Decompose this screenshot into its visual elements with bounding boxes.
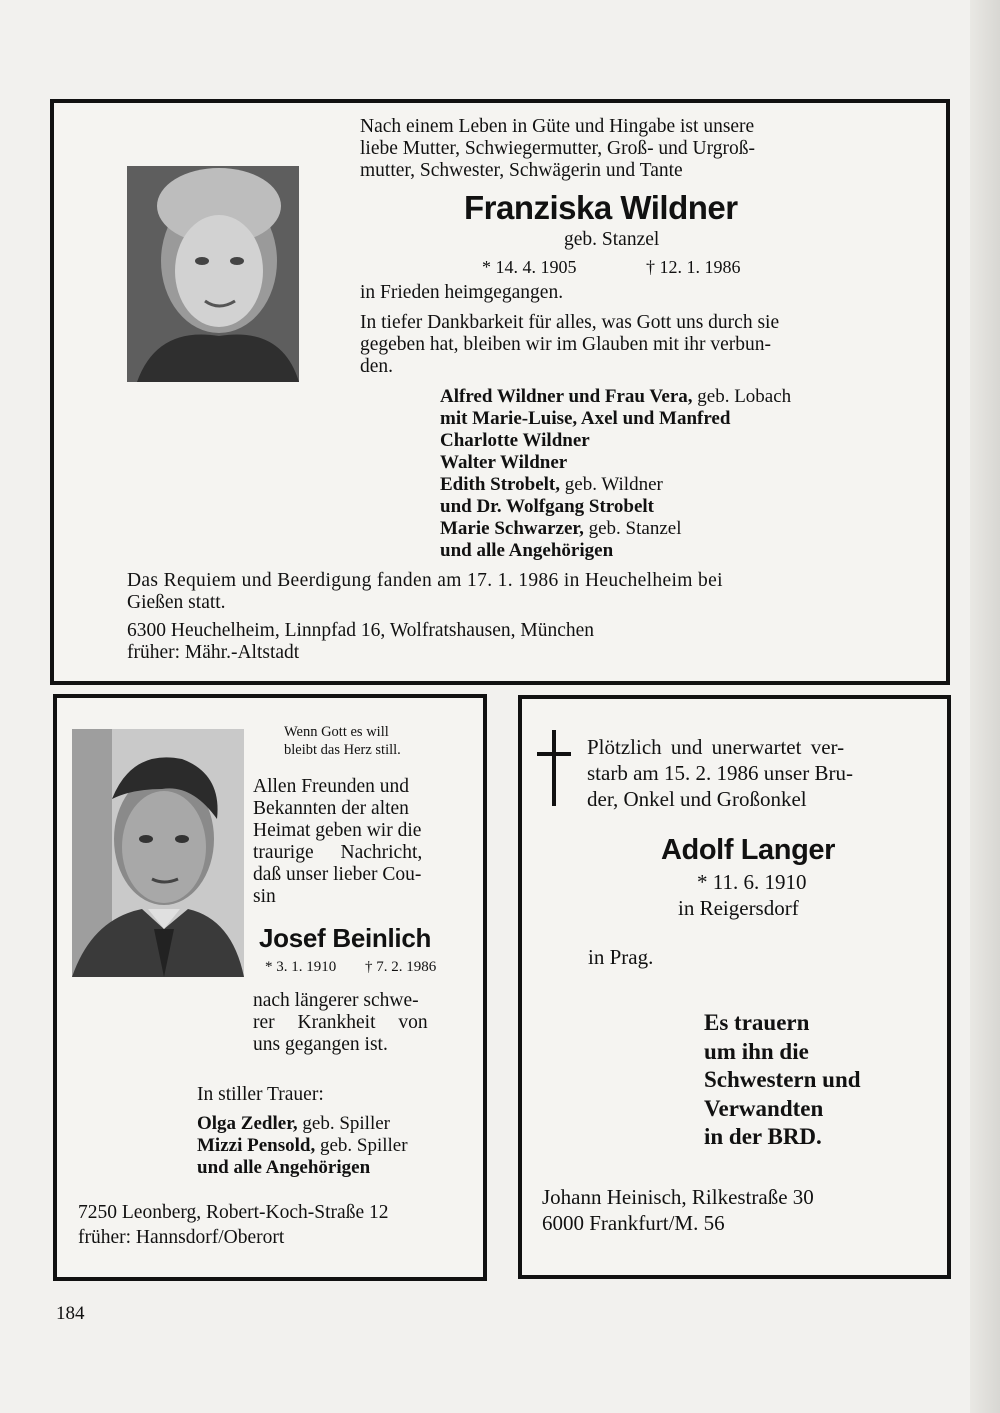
text-line: den. [360,356,394,377]
text-line: bleibt das Herz still. [284,742,401,758]
text-line: um ihn die [704,1038,809,1064]
mourner-name: Alfred Wildner und Frau Vera, [440,386,693,407]
text-line: Wenn Gott es will [284,724,389,740]
text-line: Heimat geben wir die [253,820,422,841]
mourner-name: Mizzi Pensold, [197,1135,316,1156]
mourner-line [440,474,791,496]
cross-vertical [552,730,556,806]
birth-date: * 11. 6. 1910 [697,870,807,894]
text-line: rer Krankheit von [253,1012,428,1033]
notice2-passed [253,990,460,1056]
mourner-name: und alle Angehörigen [440,540,614,561]
mourner-name: Edith Strobelt, [440,474,561,495]
text-line: liebe Mutter, Schwiegermutter, Groß- und Urgroß- [360,138,756,159]
text-line [253,776,460,798]
notice1-requiem [127,570,873,614]
text-line: traurige Nachricht, [253,842,423,863]
notice1-address [127,620,594,664]
cross-icon [535,730,575,808]
mourner-line [197,1135,408,1157]
page-edge [970,0,1000,1413]
text-line: Nach einem Leben in Güte und Hingabe ist unsere [360,116,755,137]
mourner-note: geb. Spiller [297,1113,390,1134]
text-line: starb am 15. 2. 1986 unser Bru- [587,761,853,785]
notice2-address [78,1200,388,1250]
text-line: Das Requiem und Beerdigung fanden am 17. 1. 1986 in Heuchelheim bei [127,570,723,591]
text-line: früher: Mähr.-Altstadt [127,642,300,663]
text-line: Johann Heinisch, Rilkestraße 30 [542,1185,814,1209]
birth-date: * 3. 1. 1910 [265,959,337,975]
mourner-line [440,408,791,430]
grief-label: In stiller Trauer: [197,1084,324,1105]
text-line: In tiefer Dankbarkeit für alles, was Gott uns durch sie [360,312,780,333]
mourner-note: geb. Wildner [560,474,663,495]
portrait-image-icon [72,729,244,977]
maiden-name: geb. Stanzel [564,229,660,250]
text-line: nach längerer schwe- [253,990,419,1011]
death-date: † 7. 2. 1986 [365,959,437,975]
text-line: sin [253,886,276,907]
text-line: Gießen statt. [127,592,226,613]
notice3-intro [587,734,925,812]
mourner-note: geb. Spiller [315,1135,408,1156]
page-number: 184 [56,1303,85,1324]
portrait-photo-josef [72,729,244,977]
mourner-line [197,1113,408,1135]
text-line: in der BRD. [704,1124,822,1149]
deceased-name: Franziska Wildner [464,189,738,226]
mourner-line [440,452,791,474]
notice3-mourners [704,1009,861,1152]
mourner-line [440,540,791,562]
notice1-thanks [360,312,779,378]
mourner-line [440,430,791,452]
mourner-name: und Dr. Wolfgang Strobelt [440,496,654,517]
mourner-note: geb. Lobach [692,386,792,407]
notice2-mourners [197,1113,408,1179]
mourner-name: Olga Zedler, [197,1113,298,1134]
mourner-name: mit Marie-Luise, Axel und Manfred [440,408,731,429]
mourner-note: geb. Stanzel [583,518,682,539]
deceased-name: Josef Beinlich [259,923,432,953]
birth-date: * 14. 4. 1905 [482,257,577,277]
text-line: gegeben hat, bleiben wir im Glauben mit ihr verbun- [360,334,772,355]
passed-text: in Frieden heimgegangen. [360,282,564,303]
text-line: Verwandten [704,1095,824,1121]
portrait-photo-franziska [127,166,299,382]
mourner-line [440,518,791,540]
mourner-name: und alle Angehörigen [197,1157,371,1178]
notice2-intro [253,776,460,908]
mourner-line [197,1157,408,1179]
text-line: früher: Hannsdorf/Oberort [78,1227,285,1248]
notice1-intro [360,116,755,182]
mourner-line [440,386,791,408]
text-line: uns gegangen ist. [253,1034,388,1055]
text-line: der, Onkel und Großonkel [587,787,807,811]
text-line-content: Allen Freunden und [253,776,409,797]
birthplace: in Reigersdorf [678,896,799,920]
text-line: Es trauern [704,1010,810,1035]
deceased-name: Adolf Langer [661,834,836,866]
mourner-name: Walter Wildner [440,452,568,473]
notice1-mourners [440,386,791,562]
mourner-line [440,496,791,518]
text-line: Plötzlich und unerwartet ver- [587,735,845,759]
text-line: mutter, Schwester, Schwägerin und Tante [360,160,683,181]
mourner-name: Marie Schwarzer, [440,518,584,539]
text-line: Bekannten der alten [253,798,409,819]
text-line: 6000 Frankfurt/M. 56 [542,1211,725,1235]
portrait-image-icon [127,166,299,382]
notice2-quote [284,723,401,759]
text-line: Schwestern und [704,1067,861,1092]
text-line: daß unser lieber Cou- [253,864,422,885]
text-line: 6300 Heuchelheim, Linnpfad 16, Wolfratshausen, München [127,620,595,641]
cross-horizontal [537,752,571,756]
deathplace: in Prag. [588,945,654,969]
death-date: † 12. 1. 1986 [646,257,741,277]
mourner-name: Charlotte Wildner [440,430,590,451]
text-line: 7250 Leonberg, Robert-Koch-Straße 12 [78,1202,389,1223]
notice3-address [542,1184,814,1236]
